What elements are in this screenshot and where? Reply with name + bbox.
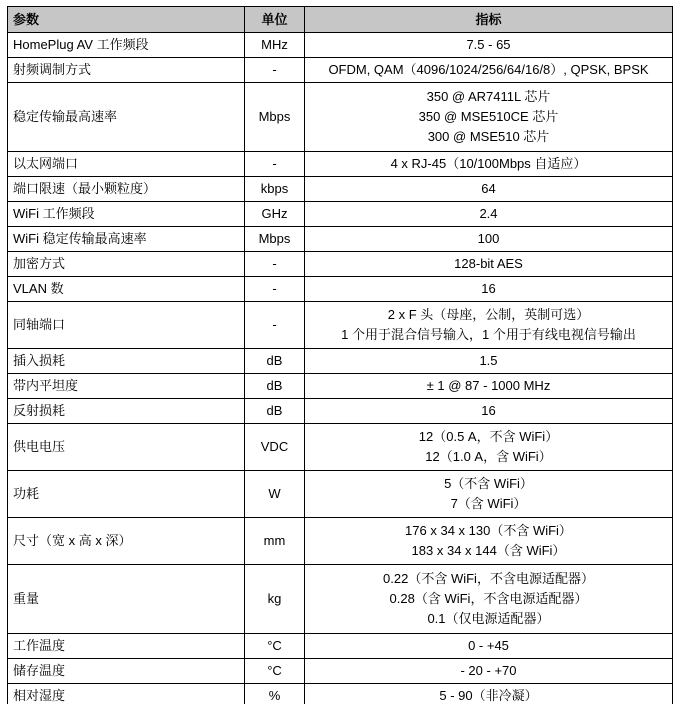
unit-cell: kbps	[245, 177, 305, 202]
table-row	[8, 277, 673, 302]
column-header-spec: 指标	[305, 7, 673, 33]
spec-value-line: 16	[481, 281, 496, 296]
table-row	[8, 471, 673, 518]
table-row	[8, 302, 673, 349]
unit-cell: °C	[245, 634, 305, 659]
table-row	[8, 202, 673, 227]
unit-cell: -	[245, 277, 305, 302]
spec-value-line: OFDM, QAM（4096/1024/256/64/16/8）, QPSK, BPSK	[328, 62, 649, 77]
param-cell: 工作温度	[8, 634, 245, 659]
spec-value-cell	[305, 634, 673, 659]
unit-cell: %	[245, 684, 305, 704]
table-row	[8, 177, 673, 202]
param-cell: 插入损耗	[8, 349, 245, 374]
param-cell: 尺寸（宽 x 高 x 深）	[8, 518, 245, 565]
table-row	[8, 565, 673, 634]
spec-value-cell	[305, 684, 673, 704]
param-cell: 以太网端口	[8, 152, 245, 177]
unit-cell: dB	[245, 399, 305, 424]
spec-value-line: 7.5 - 65	[466, 37, 511, 52]
column-header-param: 参数	[8, 7, 245, 33]
param-cell: 稳定传输最高速率	[8, 83, 245, 152]
spec-value-line: 1 个用于混合信号输入，1 个用于有线电视信号输出	[341, 327, 636, 342]
spec-value-line: 16	[481, 403, 496, 418]
param-cell: 供电电压	[8, 424, 245, 471]
spec-value-cell	[305, 565, 673, 634]
param-cell: 功耗	[8, 471, 245, 518]
spec-value-line: 2.4	[479, 206, 498, 221]
spec-value-line: 12（0.5 A，不含 WiFi）	[418, 429, 559, 444]
unit-cell: Mbps	[245, 83, 305, 152]
spec-value-line: 350 @ AR7411L 芯片	[426, 89, 551, 104]
spec-value-cell	[305, 277, 673, 302]
table-row	[8, 659, 673, 684]
spec-value-cell	[305, 424, 673, 471]
spec-value-line: 2 x F 头（母座，公制，英制可选）	[387, 307, 590, 322]
table-row	[8, 58, 673, 83]
unit-cell: -	[245, 152, 305, 177]
table-header-row	[8, 7, 673, 33]
param-cell: VLAN 数	[8, 277, 245, 302]
spec-table	[7, 6, 673, 704]
spec-value-cell	[305, 349, 673, 374]
unit-cell: -	[245, 58, 305, 83]
param-cell: 同轴端口	[8, 302, 245, 349]
spec-value-cell	[305, 177, 673, 202]
param-cell: WiFi 工作频段	[8, 202, 245, 227]
unit-cell: dB	[245, 374, 305, 399]
spec-value-line: - 20 - +70	[460, 663, 517, 678]
unit-cell: W	[245, 471, 305, 518]
param-cell: 端口限速（最小颗粒度）	[8, 177, 245, 202]
spec-value-line: 0.1（仅电源适配器）	[427, 611, 550, 626]
unit-cell: -	[245, 302, 305, 349]
spec-value-line: 1.5	[479, 353, 498, 368]
table-row	[8, 152, 673, 177]
unit-cell: dB	[245, 349, 305, 374]
spec-value-cell	[305, 252, 673, 277]
spec-value-line: 300 @ MSE510 芯片	[427, 129, 550, 144]
spec-value-line: 100	[477, 231, 500, 246]
table-row	[8, 684, 673, 704]
spec-value-cell	[305, 202, 673, 227]
spec-value-line: 4 x RJ-45（10/100Mbps 自适应）	[390, 156, 587, 171]
spec-value-cell	[305, 152, 673, 177]
spec-value-cell	[305, 227, 673, 252]
unit-cell: mm	[245, 518, 305, 565]
unit-cell: kg	[245, 565, 305, 634]
spec-value-cell	[305, 399, 673, 424]
spec-value-cell	[305, 374, 673, 399]
spec-value-line: 0.28（含 WiFi，不含电源适配器）	[389, 591, 588, 606]
column-header-unit: 单位	[245, 7, 305, 33]
unit-cell: °C	[245, 659, 305, 684]
unit-cell: Mbps	[245, 227, 305, 252]
table-row	[8, 424, 673, 471]
table-row	[8, 374, 673, 399]
spec-value-cell	[305, 33, 673, 58]
spec-value-line: 0.22（不含 WiFi，不含电源适配器）	[383, 571, 594, 586]
param-cell: 射频调制方式	[8, 58, 245, 83]
param-cell: HomePlug AV 工作频段	[8, 33, 245, 58]
param-cell: 相对湿度	[8, 684, 245, 704]
unit-cell: MHz	[245, 33, 305, 58]
table-row	[8, 83, 673, 152]
table-row	[8, 399, 673, 424]
param-cell: 反射损耗	[8, 399, 245, 424]
spec-value-cell	[305, 302, 673, 349]
param-cell: 储存温度	[8, 659, 245, 684]
spec-value-line: 183 x 34 x 144（含 WiFi）	[411, 543, 566, 558]
spec-value-cell	[305, 83, 673, 152]
spec-value-line: 5（不含 WiFi）	[444, 476, 533, 491]
table-row	[8, 252, 673, 277]
table-row	[8, 518, 673, 565]
param-cell: 重量	[8, 565, 245, 634]
table-row	[8, 33, 673, 58]
table-row	[8, 634, 673, 659]
spec-value-line: 176 x 34 x 130（不含 WiFi）	[405, 523, 572, 538]
unit-cell: -	[245, 252, 305, 277]
spec-value-line: 7（含 WiFi）	[450, 496, 527, 511]
table-row	[8, 349, 673, 374]
spec-value-cell	[305, 659, 673, 684]
spec-value-cell	[305, 518, 673, 565]
spec-value-line: 12（1.0 A，含 WiFi）	[425, 449, 552, 464]
param-cell: 带内平坦度	[8, 374, 245, 399]
spec-value-line: 5 - 90（非冷凝）	[439, 688, 538, 703]
spec-value-line: 350 @ MSE510CE 芯片	[418, 109, 559, 124]
unit-cell: GHz	[245, 202, 305, 227]
spec-value-line: ± 1 @ 87 - 1000 MHz	[426, 378, 551, 393]
unit-cell: VDC	[245, 424, 305, 471]
spec-value-cell	[305, 471, 673, 518]
spec-value-line: 64	[481, 181, 496, 196]
param-cell: WiFi 稳定传输最高速率	[8, 227, 245, 252]
spec-value-line: 128-bit AES	[454, 256, 523, 271]
param-cell: 加密方式	[8, 252, 245, 277]
spec-value-cell	[305, 58, 673, 83]
spec-value-line: 0 - +45	[468, 638, 509, 653]
table-row	[8, 227, 673, 252]
